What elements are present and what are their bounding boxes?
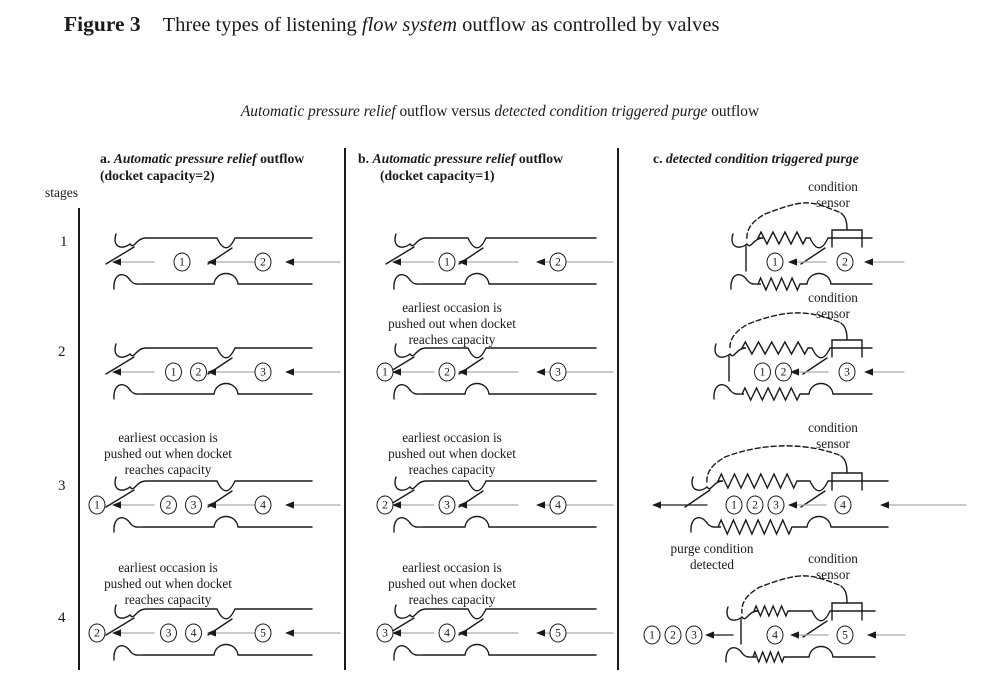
- capacity-note-a4: [104, 560, 232, 609]
- note-line: condition: [808, 551, 858, 566]
- note-line: condition: [808, 290, 858, 305]
- note-line: pushed out when docket: [388, 316, 516, 332]
- upstream-number-a4: 5: [255, 624, 272, 643]
- occasion-number: 2: [775, 363, 792, 382]
- note-line: purge condition: [670, 541, 754, 556]
- subtitle-italic-1: Automatic pressure relief: [240, 103, 396, 120]
- occasion-number: 2: [747, 496, 764, 515]
- column-heading-a: [100, 150, 340, 184]
- condition-sensor-label-c2: [808, 290, 858, 322]
- docket-numbers-b4: [439, 624, 456, 643]
- pushed-out-numbers-b4: [377, 624, 394, 643]
- note-line: earliest occasion is: [402, 560, 502, 575]
- upstream-number-a1: 2: [255, 253, 272, 272]
- figure-subtitle: [0, 103, 1000, 121]
- note-line: sensor: [816, 436, 850, 452]
- note-line: sensor: [816, 195, 850, 211]
- occasion-number: 1: [165, 363, 182, 382]
- heading-b-capacity: (docket capacity=1): [380, 168, 495, 183]
- occasion-number: 1: [726, 496, 743, 515]
- occasion-number: 4: [439, 624, 456, 643]
- stage-number-2: 2: [58, 344, 66, 360]
- occasion-number: 2: [377, 496, 394, 515]
- occasion-number: 1: [439, 253, 456, 272]
- column-divider-bc: [617, 148, 619, 670]
- pushed-out-numbers-b2: [377, 363, 394, 382]
- occasion-number: 1: [754, 363, 771, 382]
- docket-numbers-c2: [754, 363, 792, 382]
- note-line: reaches capacity: [408, 462, 496, 478]
- note-line: condition: [808, 179, 858, 194]
- condition-sensor-label-c3: [808, 420, 858, 452]
- pushed-out-numbers-a3: [89, 496, 106, 515]
- heading-b-italic: Automatic pressure relief: [372, 151, 516, 166]
- figure-title-text-2: outflow as controlled by valves: [457, 14, 720, 36]
- note-line: condition: [808, 420, 858, 435]
- note-line: reaches capacity: [408, 592, 496, 608]
- column-heading-b: [358, 150, 598, 184]
- occasion-number: 2: [89, 624, 106, 643]
- note-line: earliest occasion is: [118, 560, 218, 575]
- condition-sensor-label-c4: [808, 551, 858, 583]
- heading-c-italic: detected condition triggered purge: [665, 151, 859, 166]
- occasion-number: 2: [439, 363, 456, 382]
- occasion-number: 3: [768, 496, 785, 515]
- figure-label: Figure 3: [64, 12, 141, 36]
- pushed-out-numbers-c4: [644, 626, 703, 645]
- note-line: reaches capacity: [124, 592, 212, 608]
- heading-a-capacity: (docket capacity=2): [100, 168, 215, 183]
- occasion-number: 2: [190, 363, 207, 382]
- note-line: pushed out when docket: [104, 446, 232, 462]
- subtitle-italic-2: detected condition triggered purge: [494, 103, 708, 120]
- upstream-number-a2: 3: [255, 363, 272, 382]
- note-line: reaches capacity: [124, 462, 212, 478]
- subtitle-text-1: outflow versus: [395, 103, 495, 120]
- docket-numbers-c3: [726, 496, 785, 515]
- docket-numbers-a1: [174, 253, 191, 272]
- note-line: detected: [690, 557, 734, 573]
- note-line: pushed out when docket: [104, 576, 232, 592]
- upstream-number-a3: 4: [255, 496, 272, 515]
- note-line: reaches capacity: [408, 332, 496, 348]
- column-heading-c: [653, 150, 983, 167]
- docket-numbers-a3: [160, 496, 202, 515]
- docket-numbers-b2: [439, 363, 456, 382]
- occasion-number: 3: [439, 496, 456, 515]
- docket-numbers-b1: [439, 253, 456, 272]
- upstream-number-c2: 3: [839, 363, 856, 382]
- stages-axis-label: stages: [45, 185, 78, 200]
- subtitle-text-2: outflow: [707, 103, 760, 120]
- docket-numbers-b3: [439, 496, 456, 515]
- occasion-number: 4: [185, 624, 202, 643]
- condition-sensor-label-c1: [808, 179, 858, 211]
- capacity-note-b4: [388, 560, 516, 609]
- occasion-number: 3: [160, 624, 177, 643]
- docket-numbers-a4: [160, 624, 202, 643]
- note-line: pushed out when docket: [388, 446, 516, 462]
- heading-b-prefix: b.: [358, 151, 373, 166]
- occasion-number: 1: [89, 496, 106, 515]
- upstream-number-b2: 3: [550, 363, 567, 382]
- occasion-number: 2: [160, 496, 177, 515]
- note-line: sensor: [816, 306, 850, 322]
- upstream-number-b4: 5: [550, 624, 567, 643]
- occasion-number: 2: [665, 626, 682, 645]
- note-line: earliest occasion is: [402, 300, 502, 315]
- upstream-number-c1: 2: [837, 253, 854, 272]
- note-line: pushed out when docket: [388, 576, 516, 592]
- occasion-number: 3: [686, 626, 703, 645]
- occasion-number: 4: [767, 626, 784, 645]
- stage-number-4: 4: [58, 610, 66, 626]
- pushed-out-numbers-b3: [377, 496, 394, 515]
- heading-a-suffix: outflow: [256, 151, 305, 166]
- docket-numbers-c1: [767, 253, 784, 272]
- heading-a-italic: Automatic pressure relief: [113, 151, 257, 166]
- capacity-note-b3: [388, 430, 516, 479]
- occasion-number: 1: [644, 626, 661, 645]
- occasion-number: 1: [377, 363, 394, 382]
- capacity-note-b2: [388, 300, 516, 349]
- upstream-number-b1: 2: [550, 253, 567, 272]
- figure-title-italic: flow system: [361, 14, 457, 36]
- upstream-number-b3: 4: [550, 496, 567, 515]
- purge-condition-note: [671, 541, 754, 573]
- figure-title-text-1: Three types of listening: [162, 14, 362, 36]
- stage-number-1: 1: [60, 234, 68, 250]
- stage-number-3: 3: [58, 478, 66, 494]
- capacity-note-a3: [104, 430, 232, 479]
- docket-numbers-c4: [767, 626, 784, 645]
- note-line: earliest occasion is: [402, 430, 502, 445]
- note-line: earliest occasion is: [118, 430, 218, 445]
- upstream-number-c3: 4: [835, 496, 852, 515]
- occasion-number: 3: [377, 624, 394, 643]
- heading-b-suffix: outflow: [515, 151, 563, 166]
- occasion-number: 1: [174, 253, 191, 272]
- stages-axis-line: [78, 208, 80, 670]
- pushed-out-numbers-a4: [89, 624, 106, 643]
- column-divider-ab: [344, 148, 346, 670]
- note-line: sensor: [816, 567, 850, 583]
- docket-numbers-a2: [165, 363, 207, 382]
- heading-c-prefix: c.: [653, 151, 666, 166]
- figure-title: [64, 12, 719, 37]
- upstream-number-c4: 5: [837, 626, 854, 645]
- occasion-number: 3: [185, 496, 202, 515]
- heading-a-prefix: a.: [100, 151, 114, 166]
- occasion-number: 1: [767, 253, 784, 272]
